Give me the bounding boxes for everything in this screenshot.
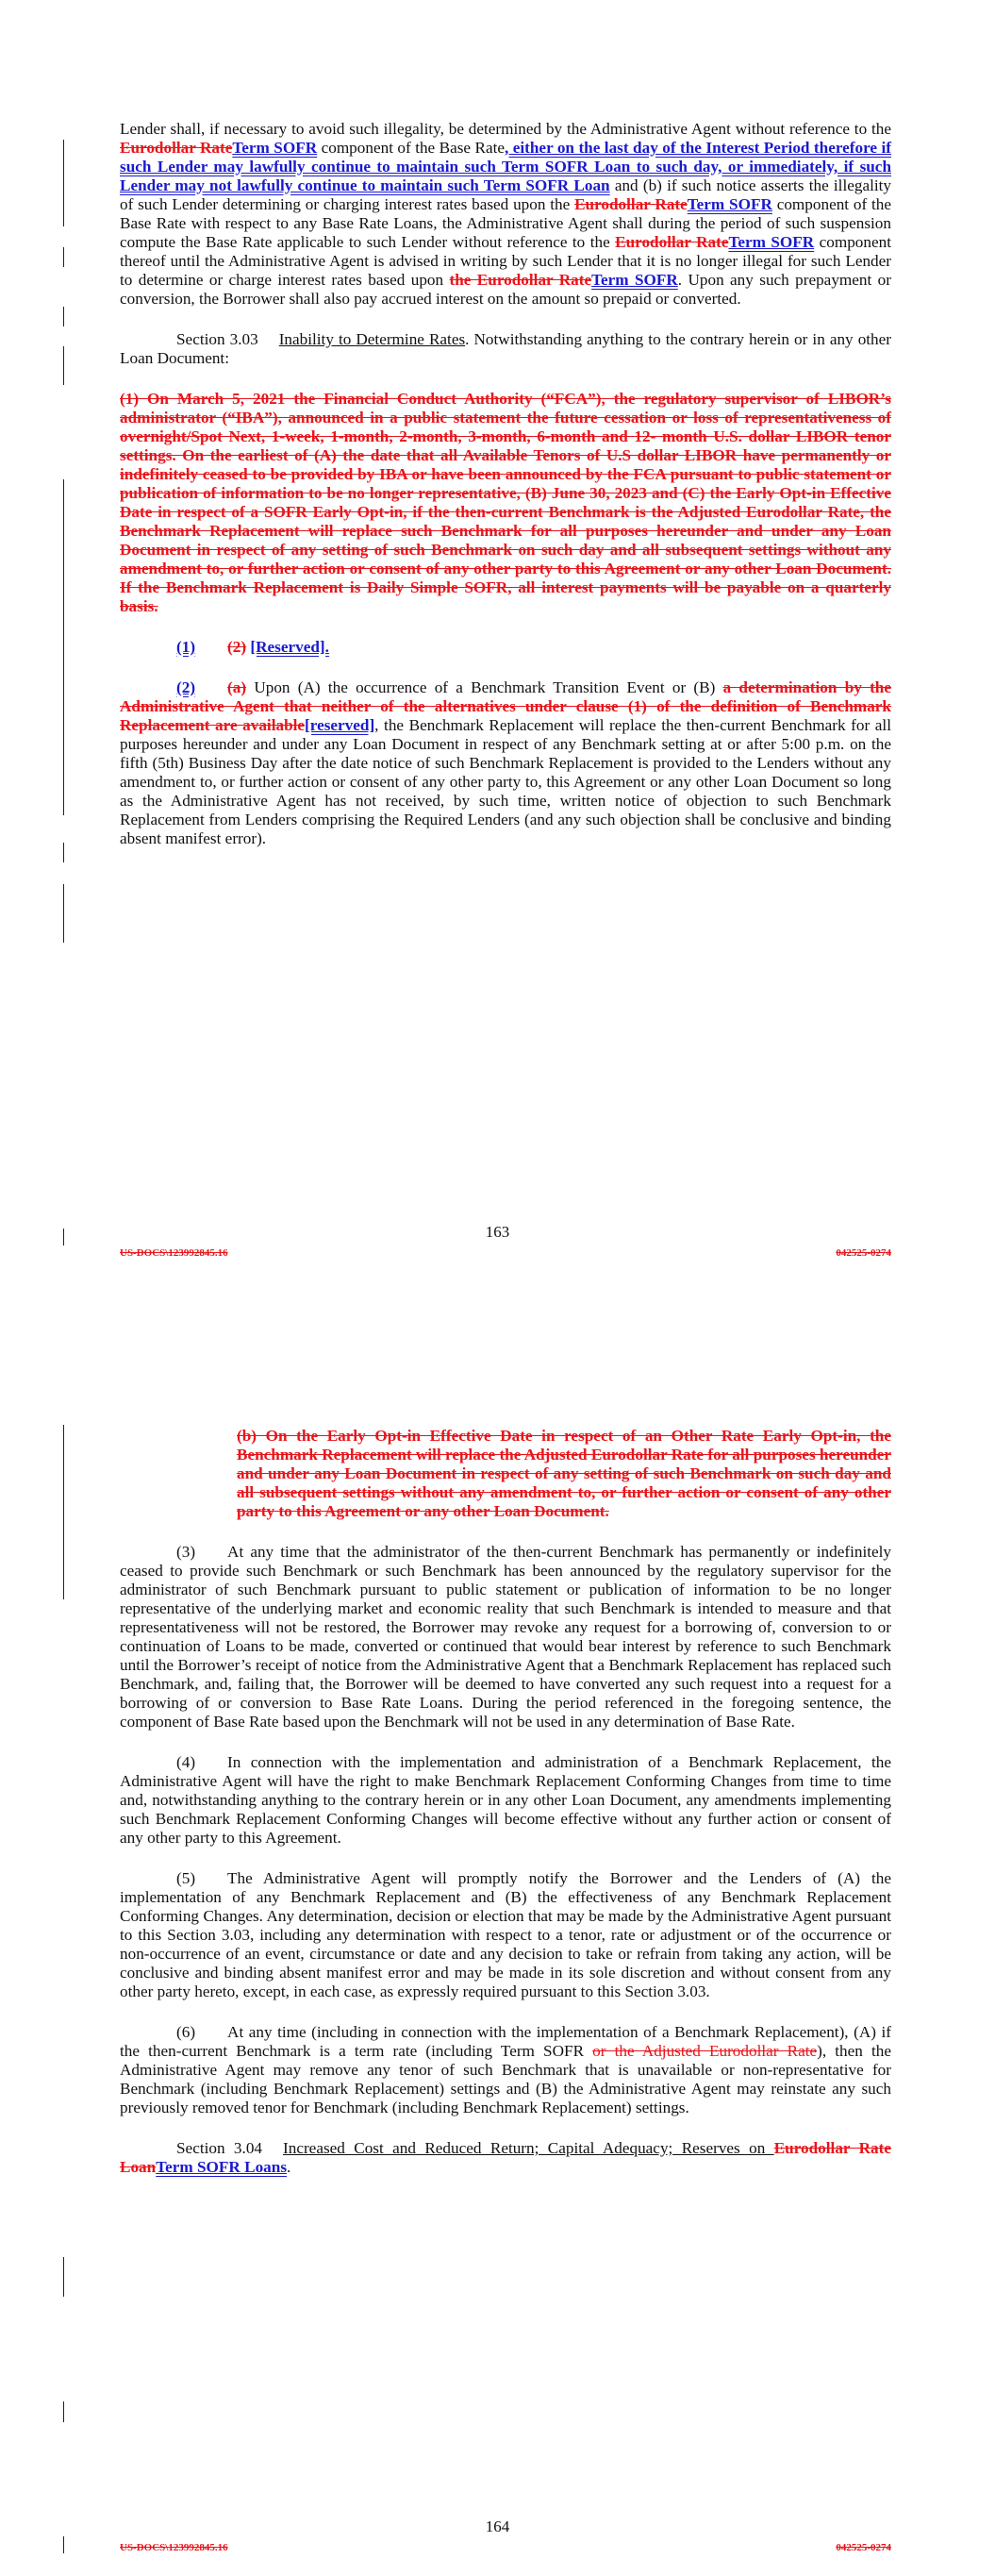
paragraph-4: (4) In connection with the implementation and administration of a Benchmark Replacement, the Administrative Agent will have the right to make Benchmark Replacement Conforming Changes from time to time and, notwithstanding anything to the contrary herein or in any other Loan Document, any amendments implementing such Benchmark Replacement Conforming Changes will become effective without any further action or consent of any other party to this Agreement. <box>120 1753 891 1847</box>
change-bar <box>63 2401 64 2422</box>
page-164 <box>0 1387 995 2576</box>
section-3-04-heading: Section 3.04 Increased Cost and Reduced Return; Capital Adequacy; Reserves on Eurodollar Rate LoanTerm SOFR Loans. <box>120 2139 891 2176</box>
page-number: 163 <box>485 1223 510 1241</box>
benchmark-transition-paragraph: (2) (a) Upon (A) the occurrence of a Benchmark Transition Event or (B) a determination by the Administrative Agent that neither of the alternatives under clause (1) of the definition of Benchmark Replacement are available[reserved], the Benchmark Replacement will replace the then-current Benchmark for all purposes hereunder and under any Loan Document in respect of any Benchmark setting at or after 5:00 p.m. on the fifth (5th) Business Day after the date notice of such Benchmark Replacement is provided to the Lenders without any amendment to, or further action or consent of any other party to, this Agreement or any other Loan Document so long as the Administrative Agent has not received, by such time, written notice of objection to such Benchmark Replacement from Lenders comprising the Required Lenders (and any such objection shall be conclusive and binding absent manifest error). <box>120 678 891 847</box>
change-bar <box>63 247 64 267</box>
paragraph-5: (5) The Administrative Agent will promptly notify the Borrower and the Lenders of (A) the implementation of any Benchmark Replacement and (B) the effectiveness of any Benchmark Replacement Conforming Changes. Any determination, decision or election that may be made by the Administrative Agent pursuant to this Section 3.03, including any determination with respect to a tenor, rate or adjustment or of the occurrence or non-occurrence of an event, circumstance or date and any decision to take or refrain from taking any action, will be conclusive and binding absent manifest error and may be made in its sole discretion and without consent from any other party hereto, except, in each case, as expressly required pursuant to this Section 3.03. <box>120 1869 891 2000</box>
footer-doc-id: US-DOCS\123992845.16 <box>120 1247 228 1259</box>
change-bar <box>63 2257 64 2297</box>
deleted-early-opt-in-paragraph: (b) On the Early Opt-in Effective Date in respect of an Other Rate Early Opt-in, the Benchmark Replacement will replace the Adjusted Eurodollar Rate for all purposes hereunder and under any Loan Document in respect of any setting of such Benchmark on such day and all subsequent settings without any amendment to, or further action or consent of any other party to this Agreement or any other Loan Document. <box>237 1427 892 1520</box>
change-bar <box>63 479 64 815</box>
change-bar <box>63 843 64 862</box>
paragraph-3: (3) At any time that the administrator of the then-current Benchmark has permanently or indefinitely ceased to provide such Benchmark or such Benchmark has been announced by the regulatory supervisor for the administrator of such Benchmark pursuant to public statement or publication of information to be no longer representative of the underlying market and economic reality that such Benchmark is intended to measure and that representativeness will not be restored, the Borrower may revoke any request for a borrowing of, conversion to or continuation of Loans to be made, converted or continued that would bear interest by reference to such Benchmark until the Borrower’s receipt of notice from the Administrative Agent that a Benchmark Replacement has replaced such Benchmark, and, failing that, the Borrower will be deemed to have converted any such request into a request for a borrowing of or conversion to Base Rate Loans. During the period referenced in the foregoing sentence, the component of Base Rate based upon the Benchmark will not be used in any determination of Base Rate. <box>120 1543 891 1731</box>
change-bar <box>63 346 64 385</box>
change-bar <box>63 307 64 326</box>
page-163 <box>0 0 995 1264</box>
change-bar <box>63 884 64 943</box>
section-3-03-heading: Section 3.03 Inability to Determine Rates. Notwithstanding anything to the contrary herein or in any other Loan Document: <box>120 330 892 367</box>
footer-doc-id: US-DOCS\123992845.16 <box>120 2542 228 2553</box>
deleted-libor-paragraph: (1) On March 5, 2021 the Financial Conduct Authority (“FCA”), the regulatory supervisor of LIBOR’s administrator (“IBA”), announced in a public statement the future cessation or loss of representativeness of overnight/Spot Next, 1-week, 1-month, 2-month, 3-month, 6-month and 12- month U.S. dollar LIBOR tenor settings. On the earliest of (A) the date that all Available Tenors of U.S dollar LIBOR have permanently or indefinitely ceased to be provided by IBA or have been announced by the FCA pursuant to public statement or publication of information to be no longer representative, (B) June 30, 2023 and (C) the Early Opt-in Effective Date in respect of a SOFR Early Opt-in, if the then-current Benchmark is the Adjusted Eurodollar Rate, the Benchmark Replacement will replace such Benchmark for all purposes hereunder and under any Loan Document in respect of any setting of such Benchmark on such day and all subsequent settings without any amendment to, or further action or consent of any other party to this Agreement or any other Loan Document. If the Benchmark Replacement is Daily Simple SOFR, all interest payments will be payable on a quarterly basis. <box>120 390 891 615</box>
change-bar <box>63 2536 64 2553</box>
paragraph-6: (6) At any time (including in connection with the implementation of a Benchmark Replacement), (A) if the then-current Benchmark is a term rate (including Term SOFR or the Adjusted Eurodollar Rate), then the Administrative Agent may remove any tenor of such Benchmark that is unavailable or non-representative for Benchmark (including Benchmark Replacement) settings and (B) the Administrative Agent may reinstate any such previously removed tenor for Benchmark (including Benchmark Replacement) settings. <box>120 2023 891 2116</box>
footer-matter-number: 042525-0274 <box>836 2542 891 2553</box>
page-body <box>120 120 891 870</box>
page-body <box>120 1427 891 2199</box>
reserved-clause: (1) (2) [Reserved]. <box>176 638 329 656</box>
change-bar <box>63 140 64 226</box>
illegality-paragraph: Lender shall, if necessary to avoid such illegality, be determined by the Administrative Agent without reference to the Eurodollar RateTerm SOFR component of the Base Rate, either on the last day of the Interest Period therefore if such Lender may lawfully continue to maintain such Term SOFR Loan to such day, or immediately, if such Lender may not lawfully continue to maintain such Term SOFR Loan and (b) if such notice asserts the illegality of such Lender determining or charging interest rates based upon the Eurodollar RateTerm SOFR component of the Base Rate with respect to any Base Rate Loans, the Administrative Agent shall during the period of such suspension compute the Base Rate applicable to such Lender without reference to the Eurodollar RateTerm SOFR component thereof until the Administrative Agent is advised in writing by such Lender that it is no longer illegal for such Lender to determine or charge interest rates based upon the Eurodollar RateTerm SOFR. Upon any such prepayment or conversion, the Borrower shall also pay accrued interest on the amount so prepaid or converted. <box>120 120 891 308</box>
page-number: 164 <box>485 2517 510 2535</box>
change-bar <box>63 1425 64 1599</box>
footer-matter-number: 042525-0274 <box>836 1247 891 1259</box>
